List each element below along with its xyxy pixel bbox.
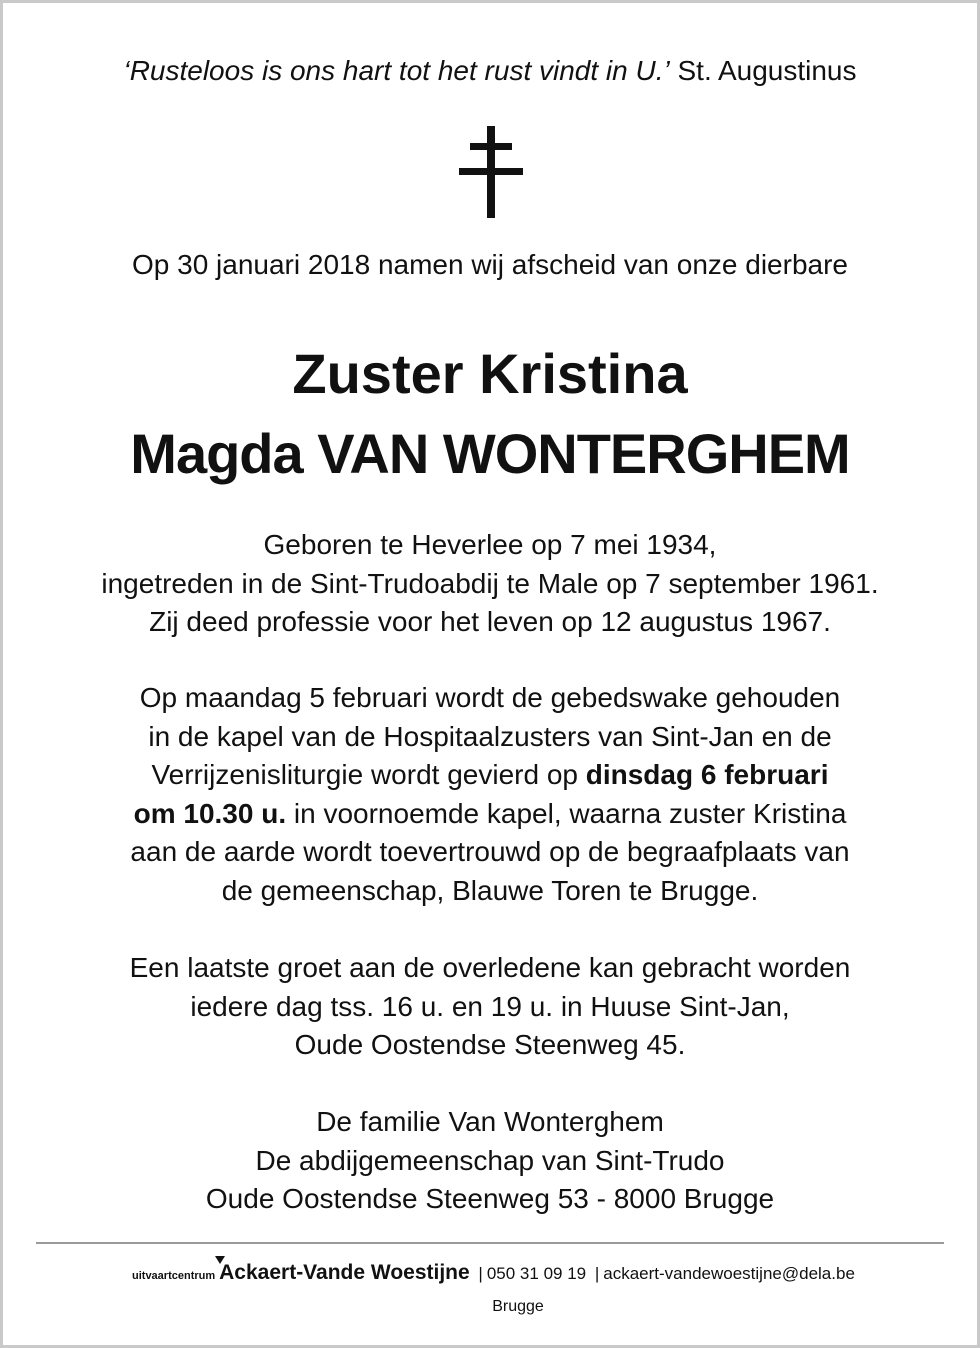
footer-brand xyxy=(219,1261,470,1284)
ceremony-text: in voornoemde kapel, waarna zuster Kristina xyxy=(293,797,847,829)
footer-row xyxy=(132,1258,855,1291)
visitation-line: Oude Oostendse Steenweg 45. xyxy=(294,1029,686,1061)
ceremony-text: Verrijzenisliturgie wordt gevierd op xyxy=(151,759,578,791)
ceremony-line xyxy=(0,795,980,834)
family-line: De abdijgemeenschap van Sint-Trudo xyxy=(255,1144,725,1176)
quote-author: St. Augustinus xyxy=(677,55,857,86)
ceremony-line: aan de aarde wordt toevertrouwd op de begraafplaats van xyxy=(130,836,850,868)
footer-prefix: uitvaartcentrum xyxy=(132,1270,216,1282)
footer-city: Brugge xyxy=(492,1298,544,1315)
biography-line: Geboren te Heverlee op 7 mei 1934, xyxy=(263,529,717,560)
footer-divider xyxy=(36,1242,944,1244)
biography-line: Zij deed professie voor het leven op 12 augustus 1967. xyxy=(149,606,831,638)
quote xyxy=(0,52,980,90)
name-line-1: Zuster Kristina xyxy=(292,342,688,405)
family-signature xyxy=(0,1103,980,1219)
visitation-line: iedere dag tss. 16 u. en 19 u. in Huuse Sint-Jan, xyxy=(190,990,790,1022)
visitation-line: Een laatste groet aan de overledene kan gebracht worden xyxy=(129,952,851,983)
footer-separator: | xyxy=(594,1264,600,1283)
name-line-2: Magda VAN WONTERGHEM xyxy=(130,422,850,485)
ceremony-line: Op maandag 5 februari wordt de gebedswake gehouden xyxy=(139,682,841,713)
patriarchal-cross-icon xyxy=(459,126,523,218)
ceremony-line: in de kapel van de Hospitaalzusters van Sint-Jan en de xyxy=(148,720,832,752)
visitation xyxy=(0,949,980,1065)
ceremony xyxy=(0,679,980,911)
ceremony-date: dinsdag 6 februari xyxy=(585,759,829,791)
biography-line: ingetreden in de Sint-Trudoabdij te Male op 7 september 1961. xyxy=(101,567,879,599)
family-line: De familie Van Wonterghem xyxy=(316,1106,664,1137)
footer-brand-text: Ackaert-Vande Woestijne xyxy=(219,1261,470,1284)
footer-phone: 050 31 09 19 xyxy=(486,1264,587,1283)
footer xyxy=(0,1258,980,1288)
ceremony-time: om 10.30 u. xyxy=(133,797,287,829)
brand-arrow-icon xyxy=(215,1256,225,1264)
family-line: Oude Oostendse Steenweg 53 - 8000 Brugge xyxy=(205,1183,775,1215)
quote-text: ‘Rusteloos is ons hart tot het rust vindt in U.’ xyxy=(123,55,670,86)
footer-email: ackaert-vandewoestijne@dela.be xyxy=(603,1264,855,1283)
footer-separator: | xyxy=(478,1264,483,1283)
intro-text: Op 30 januari 2018 namen wij afscheid van onze dierbare xyxy=(131,249,848,280)
ceremony-line xyxy=(0,756,980,795)
ceremony-line: de gemeenschap, Blauwe Toren te Brugge. xyxy=(221,874,759,906)
biography xyxy=(0,526,980,642)
